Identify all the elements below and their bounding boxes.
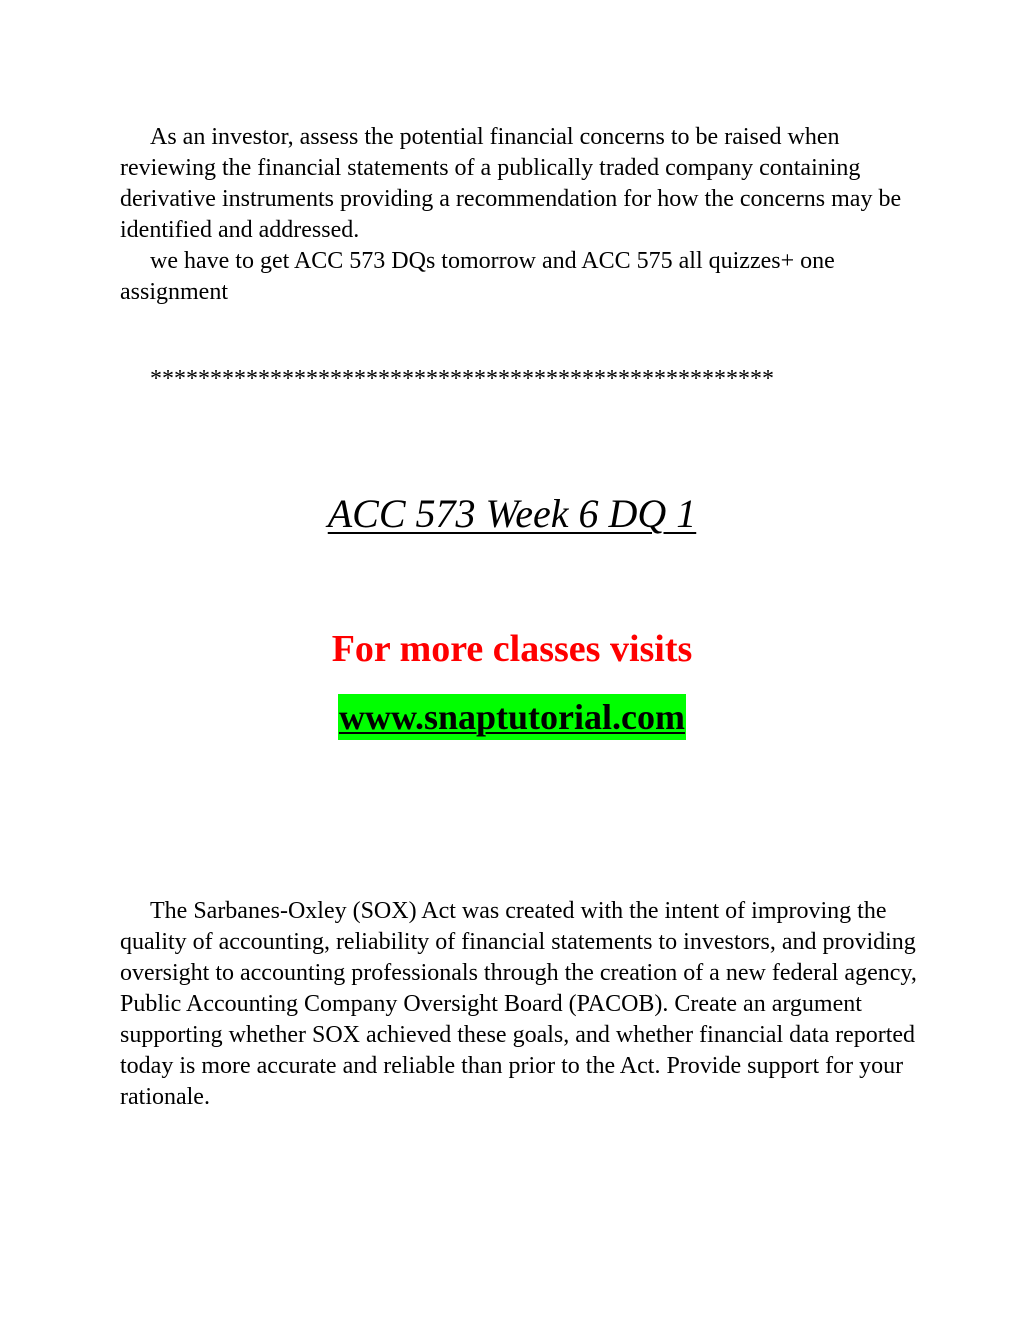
promo-website-link[interactable]: www.snaptutorial.com (338, 694, 686, 740)
promo-text: For more classes visits (331, 628, 693, 670)
intro-paragraph-2-text: we have to get ACC 573 DQs tomorrow and ACC 575 all quizzes+ one assignment (120, 248, 835, 305)
intro-paragraph-1 (120, 122, 920, 246)
intro-paragraph-2 (120, 246, 920, 308)
body-paragraph-text: The Sarbanes-Oxley (SOX) Act was created with the intent of improving the quality of accounting, reliability of financial statements to investors, and providing oversight to accounting professionals through the creation of a new federal agency, Public Accounting Company Oversight Board (PACOB). Create an argument supporting whether SOX achieved these goals, and whether financial data reported today is more accurate and reliable than prior to the Act. Provide support for your rationale. (120, 898, 917, 1110)
asterisk-separator: **************************************************** (150, 366, 774, 392)
body-paragraph (120, 896, 920, 1113)
promo-link-container (0, 694, 1024, 740)
document-title: ACC 573 Week 6 DQ 1 (327, 491, 697, 536)
intro-paragraph-1-text: As an investor, assess the potential financial concerns to be raised when reviewing the financial statements of a publically traded company containing derivative instruments providing a recommendation for how the concerns may be identified and addressed. (120, 124, 902, 243)
